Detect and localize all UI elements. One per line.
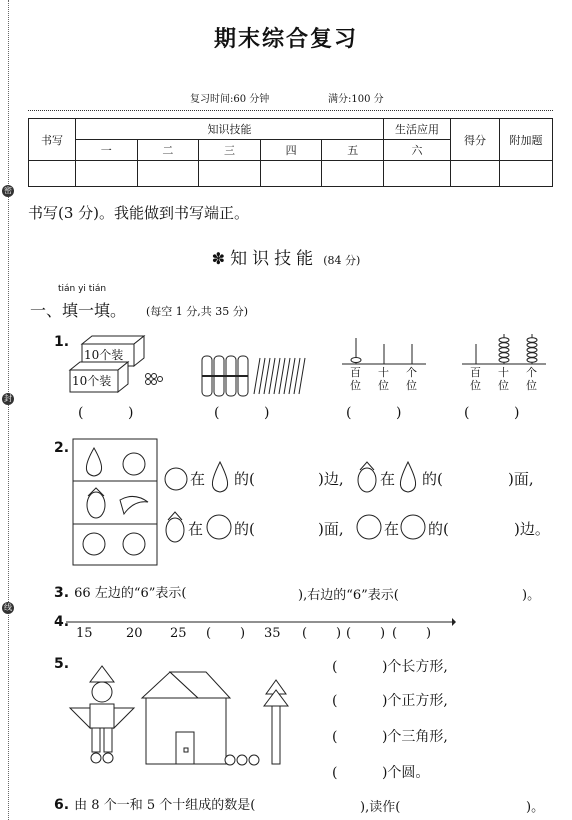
page-title: 期末综合复习 — [213, 26, 358, 52]
q3-text-c[interactable]: )。 — [522, 588, 541, 603]
tick-15: 15 — [76, 626, 93, 641]
margin-mark-2: 封 — [4, 394, 12, 403]
q6-text-a: 由 8 个一和 5 个十组成的数是( — [74, 798, 256, 813]
q6-number: 6. — [54, 797, 70, 813]
q3-text-b[interactable]: ),右边的“6”表示( — [298, 588, 399, 603]
q5-rectangles[interactable]: ( )个长方形, — [332, 659, 448, 675]
label-place: 位 — [350, 379, 361, 392]
binding-dotted-line — [8, 0, 9, 820]
tick-35: 35 — [264, 626, 281, 641]
label-ones: 个 — [406, 366, 417, 379]
q1-answer-2[interactable]: ( ) — [214, 405, 270, 421]
q2-row2-text-b: 的( — [234, 520, 255, 538]
shapes-figure — [66, 664, 306, 774]
q2-row2-text-f[interactable]: )边。 — [514, 520, 550, 538]
q2-row2-text-e: 的( — [428, 520, 449, 538]
tomato-icon — [354, 512, 384, 542]
score-cell[interactable] — [500, 161, 553, 187]
label-place: 位 — [498, 379, 509, 392]
tick-blank-close[interactable]: ) — [426, 626, 432, 641]
col-application: 生活应用 — [384, 119, 451, 140]
q1-number: 1. — [54, 334, 70, 350]
q2-row2-text-a: 在 — [188, 520, 204, 538]
round-fruit-icon — [398, 512, 428, 542]
q6-line — [54, 794, 255, 813]
q1-answer-4[interactable]: ( ) — [464, 405, 520, 421]
score-table — [28, 118, 553, 187]
knowledge-points: (84 分) — [323, 254, 361, 267]
q5-circles[interactable]: ( )个圆。 — [332, 765, 430, 781]
q2-number: 2. — [54, 440, 70, 456]
q5-triangles[interactable]: ( )个三角形, — [332, 729, 448, 745]
q4-number: 4. — [54, 614, 70, 630]
score-cell[interactable] — [29, 161, 76, 187]
q5-squares[interactable]: ( )个正方形, — [332, 693, 448, 709]
star-icon: ✽ — [211, 249, 226, 268]
tick-blank-open[interactable]: ( — [392, 626, 398, 641]
score-cell[interactable] — [451, 161, 500, 187]
label-hundreds: 百 — [470, 366, 481, 379]
review-time: 复习时间:60 分钟 — [190, 94, 270, 105]
col-writing: 书写 — [29, 119, 76, 161]
tomato-icon — [204, 512, 234, 542]
tick-blank-open[interactable]: ( — [346, 626, 352, 641]
q1-answer-1[interactable]: ( ) — [78, 405, 134, 421]
label-ones: 个 — [526, 366, 537, 379]
label-hundreds: 百 — [350, 366, 361, 379]
margin-mark-3: 线 — [4, 603, 12, 612]
q6-text-b[interactable]: ),读作( — [360, 800, 401, 815]
sub-col-5: 五 — [322, 140, 384, 161]
label-tens: 十 — [378, 366, 389, 379]
score-cell[interactable] — [322, 161, 384, 187]
knowledge-heading — [0, 244, 572, 269]
sub-col-4: 四 — [260, 140, 322, 161]
tick-blank-open[interactable]: ( — [302, 626, 308, 641]
col-score: 得分 — [451, 119, 500, 161]
sub-col-6: 六 — [384, 140, 451, 161]
part1-note: (每空 1 分,共 35 分) — [146, 305, 249, 318]
score-cell[interactable] — [260, 161, 322, 187]
score-cell[interactable] — [76, 161, 138, 187]
full-score: 满分:100 分 — [328, 94, 384, 105]
score-cell[interactable] — [137, 161, 199, 187]
number-line — [66, 614, 456, 628]
pineapple-icon — [354, 460, 380, 494]
q2-row2-text-c[interactable]: )面, — [318, 520, 344, 538]
box-label-bottom: 10个装 — [72, 374, 112, 388]
knowledge-title: 知识技能 — [230, 249, 319, 269]
label-place: 位 — [526, 379, 537, 392]
q2-row1-text-e: 的( — [422, 470, 443, 488]
q1-answer-3[interactable]: ( ) — [346, 405, 402, 421]
score-cell[interactable] — [199, 161, 261, 187]
tick-blank-close[interactable]: ) — [380, 626, 386, 641]
col-bonus: 附加题 — [500, 119, 553, 161]
q2-row1-text-c[interactable]: )边, — [318, 470, 344, 488]
q3-text-a: 66 左边的“6”表示( — [74, 586, 187, 601]
stick-bundles-figure — [198, 352, 308, 400]
sub-col-3: 三 — [199, 140, 261, 161]
score-cell[interactable] — [384, 161, 451, 187]
q3-number: 3. — [54, 585, 70, 601]
q2-row1-text-f[interactable]: )面, — [508, 470, 534, 488]
box-label-top: 10个装 — [84, 348, 124, 362]
label-place: 位 — [406, 379, 417, 392]
q2-row2-text-d: 在 — [384, 520, 400, 538]
header-rule — [28, 110, 553, 111]
pineapple-icon — [162, 510, 188, 544]
q2-row1-text-b: 的( — [234, 470, 255, 488]
label-place: 位 — [378, 379, 389, 392]
tick-blank-close[interactable]: ) — [240, 626, 246, 641]
part1-pinyin: tián yi tián — [58, 284, 107, 294]
sub-col-2: 二 — [137, 140, 199, 161]
q3-line — [54, 582, 186, 601]
sub-col-1: 一 — [76, 140, 138, 161]
q2-row1-text-d: 在 — [380, 470, 396, 488]
q6-text-c[interactable]: )。 — [526, 800, 545, 815]
tick-20: 20 — [126, 626, 143, 641]
writing-line: 书写(3 分)。我能做到书写端正。 — [28, 204, 250, 222]
tick-blank-open[interactable]: ( — [206, 626, 212, 641]
pear-icon — [206, 460, 234, 494]
q5-number: 5. — [54, 656, 70, 672]
pear-icon — [394, 460, 422, 494]
margin-mark-1: 密 — [4, 186, 12, 195]
label-tens: 十 — [498, 366, 509, 379]
fruit-grid-figure — [72, 438, 158, 566]
apple-icon — [162, 464, 190, 492]
part1-label: 一、填一填。 — [30, 301, 127, 320]
tick-25: 25 — [170, 626, 187, 641]
tick-blank-close[interactable]: ) — [336, 626, 342, 641]
col-knowledge: 知识技能 — [76, 119, 384, 140]
q2-row1-text-a: 在 — [190, 470, 206, 488]
label-place: 位 — [470, 379, 481, 392]
